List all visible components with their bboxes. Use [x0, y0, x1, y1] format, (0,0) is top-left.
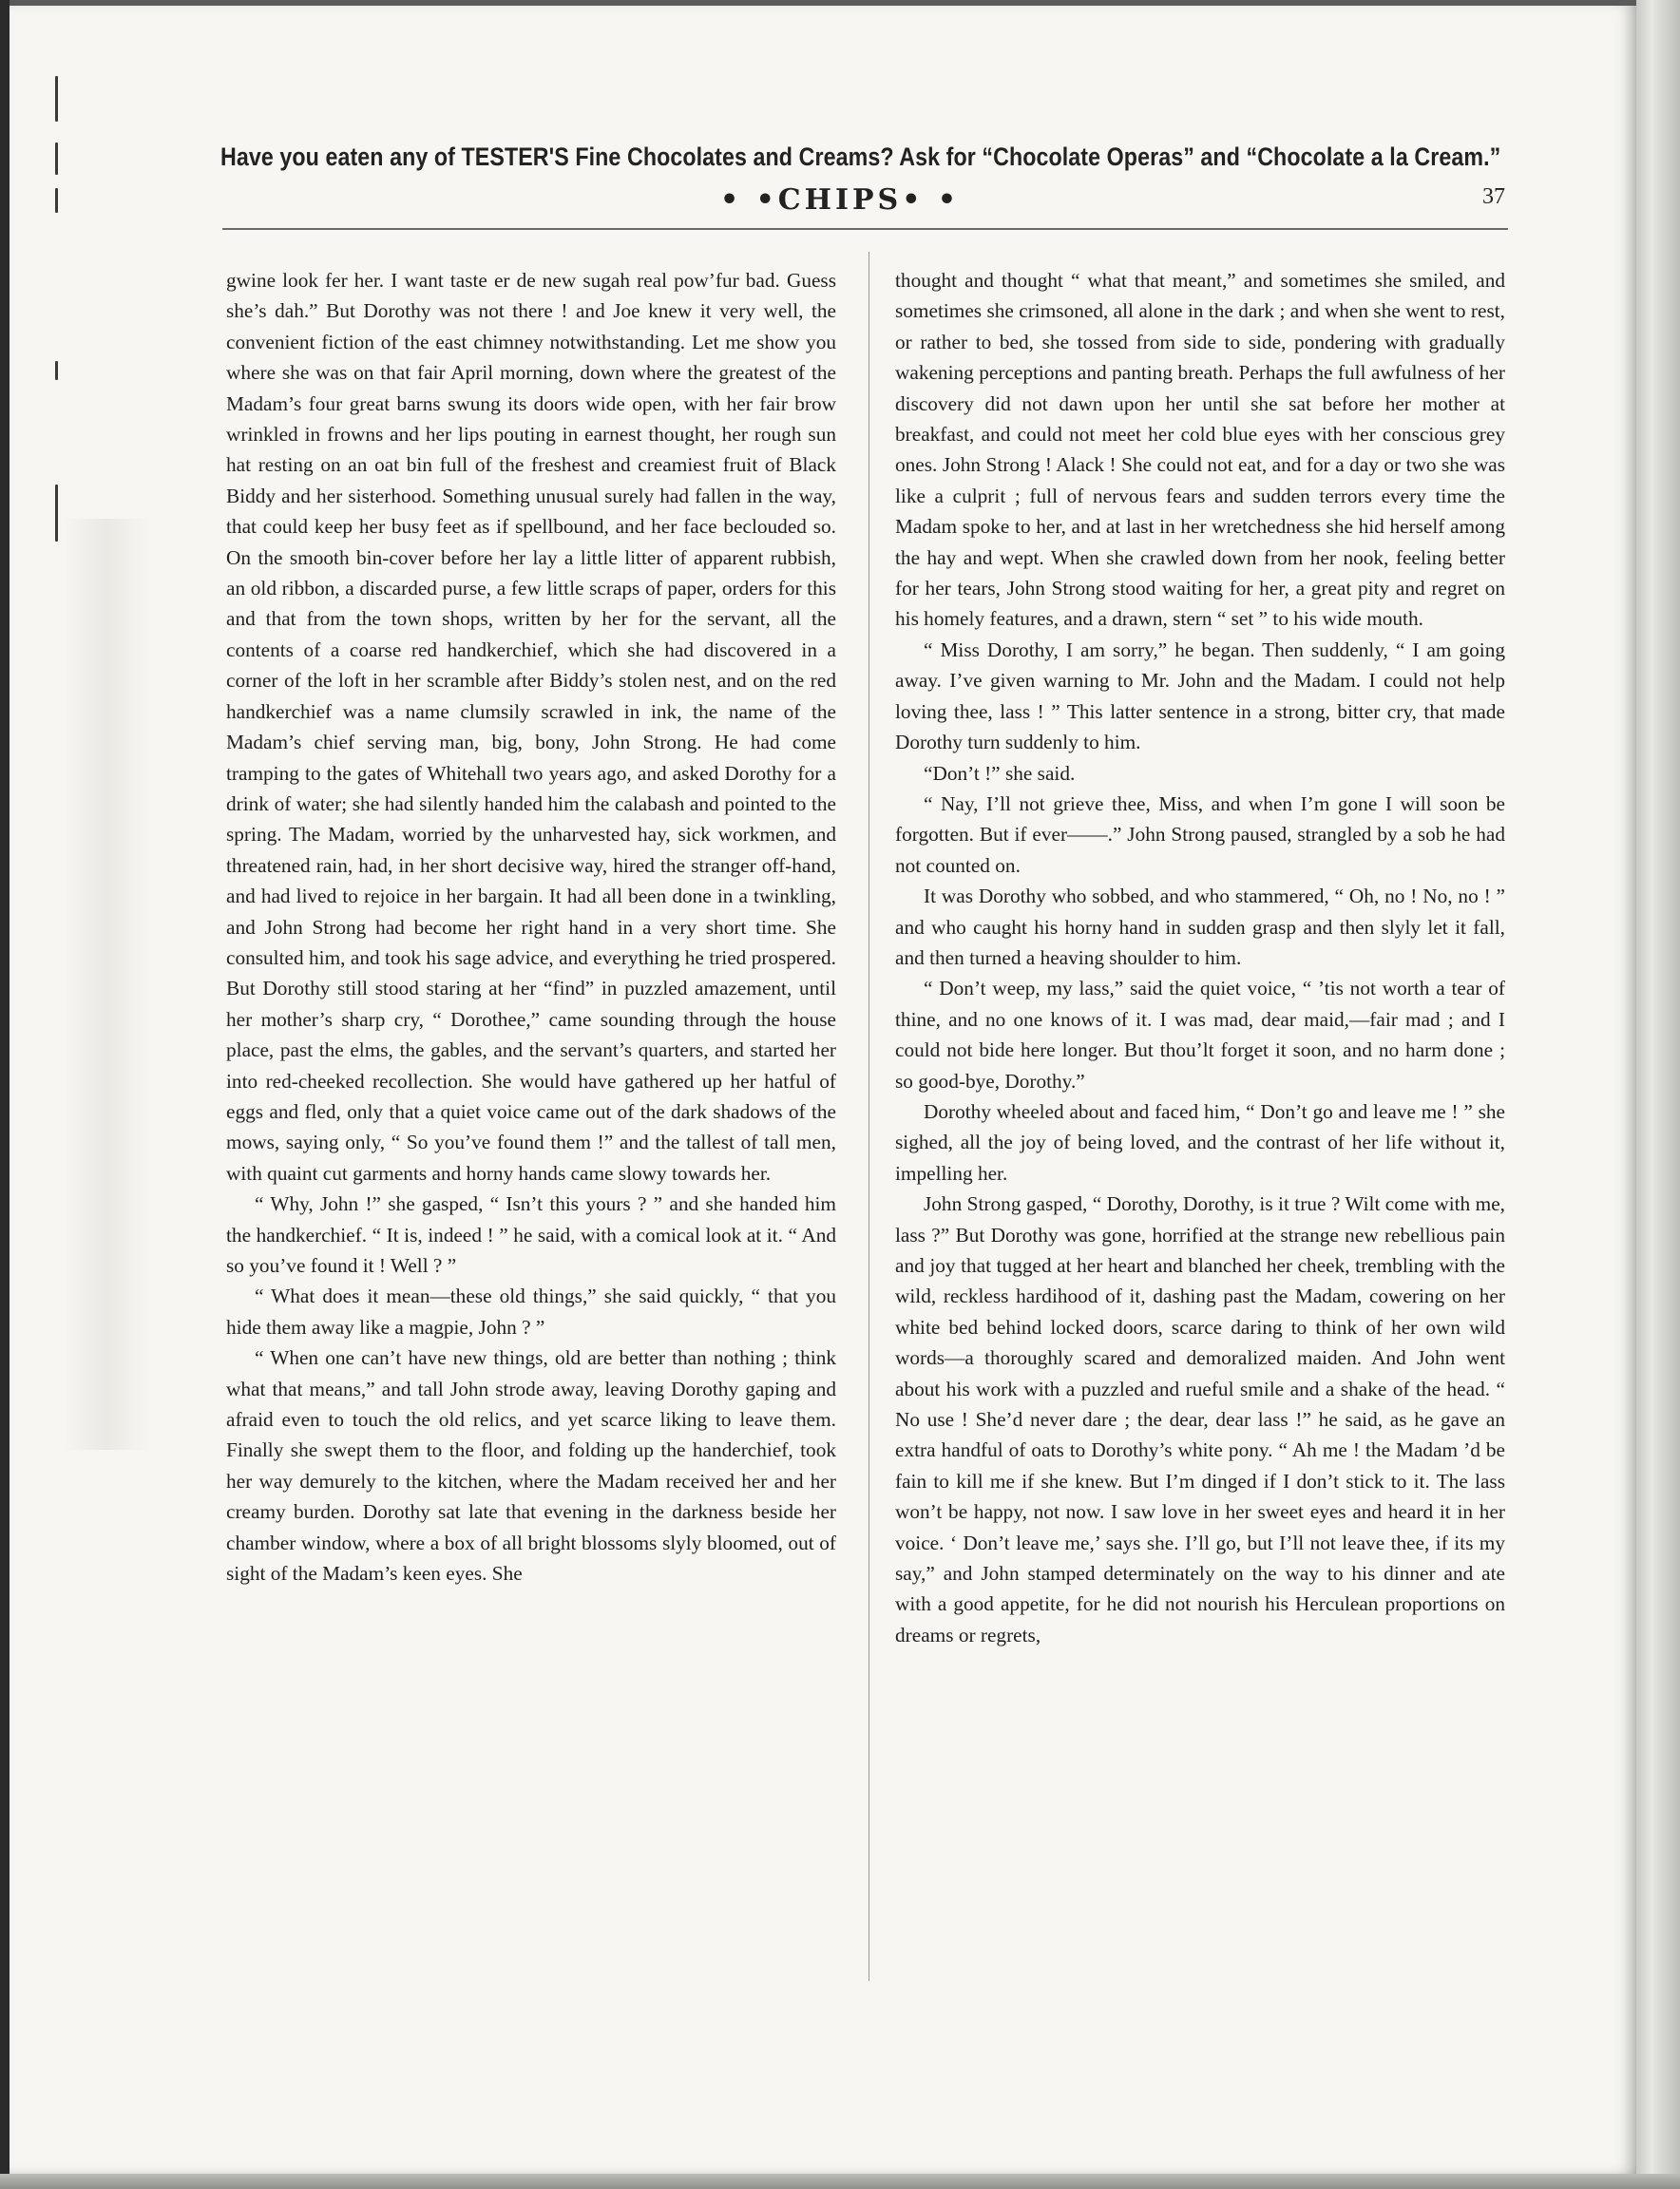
paragraph: John Strong gasped, “ Dorothy, Dorothy, is it true ? Wilt come with me, lass ?” But Dorothy was gone, horrified at the strange new rebellious pain and joy that tugged at her heart and blanched her cheek, trembling with the wild, reckless hardihood of it, dashing past the Madam, cowering on her white bed behind locked doors, scarce daring to think of her own wild words—a thoroughly scared and demoralized maiden. And John went about his work with a puzzled and rueful smile and a shake of the head. “ No use ! She’d never dare ; the dear, dear lass !” he said, as he gave an extra handful of oats to Dorothy’s white pony. “ Ah me ! the Madam ’d be fain to kill me if she knew. But I’m dinged if I don’t stick to it. The lass won’t be happy, not now. I saw love in her sweet eyes and heard it in her voice. ‘ Don’t leave me,’ says she. I’ll go, but I’ll not leave thee, if its my say,” and John stamped determinately on the way to his dinner and ate with a good appetite, for he did not nourish his Herculean proportions on dreams or regrets, — [895, 1192, 1505, 1647]
header-rule — [222, 228, 1508, 230]
paragraph: “ Don’t weep, my lass,” said the quiet voice, “ ’tis not worth a tear of thine, and no one knows of it. I was mad, dear maid,—fair mad ; and I could not bide here longer. But thou’lt forget it soon, and no harm done ; so good-bye, Dorothy.” — [895, 977, 1505, 1093]
paragraph: Dorothy wheeled about and faced him, “ Don’t go and leave me ! ” she sighed, all the joy of being loved, and the contrast of her life without it, impelling her. — [895, 1099, 1505, 1185]
scan-right-edge — [1636, 0, 1680, 2189]
scan-left-edge — [0, 0, 10, 2189]
left-column — [226, 265, 836, 1589]
scan-bottom-edge — [0, 2174, 1680, 2189]
paragraph: “ When one can’t have new things, old are better than nothing ; think what that means,” and tall John strode away, leaving Dorothy gaping and afraid even to touch the old relics, and yet scarce liking to leave them. Finally she swept them to the floor, and folding up the handerchief, took her way demurely to the kitchen, where the Madam received her and her creamy burden. Dorothy sat late that evening in the darkness beside her chamber window, where a box of all bright blossoms slyly bloomed, out of sight of the Madam’s keen eyes. She — [226, 1346, 836, 1586]
paragraph: gwine look fer her. I want taste er de new sugah real pow’fur bad. Guess she’s dah.” But Dorothy was not there ! and Joe knew it very well, the convenient fiction of the east chimney notwithstanding. Let me show you where she was on that fair April morning, down where the greatest of the Madam’s four great barns swung its doors wide open, with her fair brow wrinkled in frowns and her lips pouting in earnest thought, her rough sun hat resting on an oat bin full of the freshest and creamiest fruit of Black Biddy and her sisterhood. Something unusual surely had fallen in the way, that could keep her busy feet as if spellbound, and her face beclouded so. On the smooth bin-cover before her lay a little litter of apparent rubbish, an old ribbon, a discarded purse, a few little scraps of paper, orders for this and that from the town shops, written by her for the servant, all the contents of a coarse red handkerchief, which she had discovered in a corner of the loft in her scramble after Biddy’s stolen nest, and on the red handkerchief was a name clumsily scrawled in ink, the name of the Madam’s chief serving man, big, bony, John Strong. He had come tramping to the gates of Whitehall two years ago, and asked Dorothy for a drink of water; she had silently handed him the calabash and pointed to the spring. The Madam, worried by the unharvested hay, sick workmen, and threatened rain, had, in her short decisive way, hired the stranger off-hand, and had lived to rejoice in her bargain. It had all been done in a twinkling, and John Strong had become her right hand in a very short time. She consulted him, and took his sage advice, and everything he tried prospered. But Dorothy still stood staring at her “find” in puzzled amazement, until her mother’s sharp cry, “ Dorothee,” came sounding through the house place, past the elms, the gables, and the servant’s quarters, and started her into red-cheeked recollection. She would have gathered up her hatful of eggs and fled, only that a quiet voice came out of the dark shadows of the mows, saying only, “ So you’ve found them !” and the tallest of tall men, with quaint cut garments and horny hands came slowy towards her. — [226, 269, 836, 1185]
right-column — [895, 265, 1505, 1650]
page-number: 37 — [1482, 184, 1505, 209]
paragraph: “ What does it mean—these old things,” she said quickly, “ that you hide them away like a magpie, John ? ” — [226, 1285, 836, 1339]
advertisement-line: Have you eaten any of TESTER'S Fine Chocolates and Creams? Ask for “Chocolate Operas” and “Chocolate a la Cream.” — [220, 143, 1501, 171]
binding-marks — [55, 76, 61, 570]
paper-stain — [63, 519, 150, 1450]
paragraph: “ Miss Dorothy, I am sorry,” he began. Then suddenly, “ I am going away. I’ve given warning to Mr. John and the Madam. I could not help loving thee, lass ! ” This latter sentence in a strong, bitter cry, that made Dorothy turn suddenly to him. — [895, 638, 1505, 754]
paragraph: It was Dorothy who sobbed, and who stammered, “ Oh, no ! No, no ! ” and who caught his horny hand in sudden grasp and then slyly let it fall, and then turned a heaving shoulder to him. — [895, 885, 1505, 969]
paragraph: thought and thought “ what that meant,” and sometimes she smiled, and sometimes she crimsoned, all alone in the dark ; and when she went to rest, or rather to bed, she tossed from side to side, pondering with gradually wakening perceptions and panting breath. Perhaps the full awfulness of her discovery did not dawn upon her until she sat before her mother at breakfast, and could not meet her cold blue eyes with her conscious grey ones. John Strong ! Alack ! She could not eat, and for a day or two she was like a culprit ; full of nervous fears and sudden terrors every time the Madam spoke to her, and at last in her wretchedness she hid herself among the hay and wept. When she crawled down from her nook, feeling better for her tears, John Strong stood waiting for her, a great pity and regret on his homely features, and a drawn, stern “ set ” to his wide mouth. — [895, 269, 1505, 631]
paragraph: “Don’t !” she said. — [924, 761, 1076, 785]
paragraph: “ Why, John !” she gasped, “ Isn’t this yours ? ” and she handed him the handkerchief. “ It is, indeed ! ” he said, with a comical look at it. “ And so you’ve found it ! Well ? ” — [226, 1192, 836, 1277]
paragraph: “ Nay, I’ll not grieve thee, Miss, and when I’m gone I will soon be forgotten. But if ever——.” John Strong paused, strangled by a sob he had not counted on. — [895, 791, 1505, 877]
running-title: • •CHIPS• • — [719, 183, 961, 217]
